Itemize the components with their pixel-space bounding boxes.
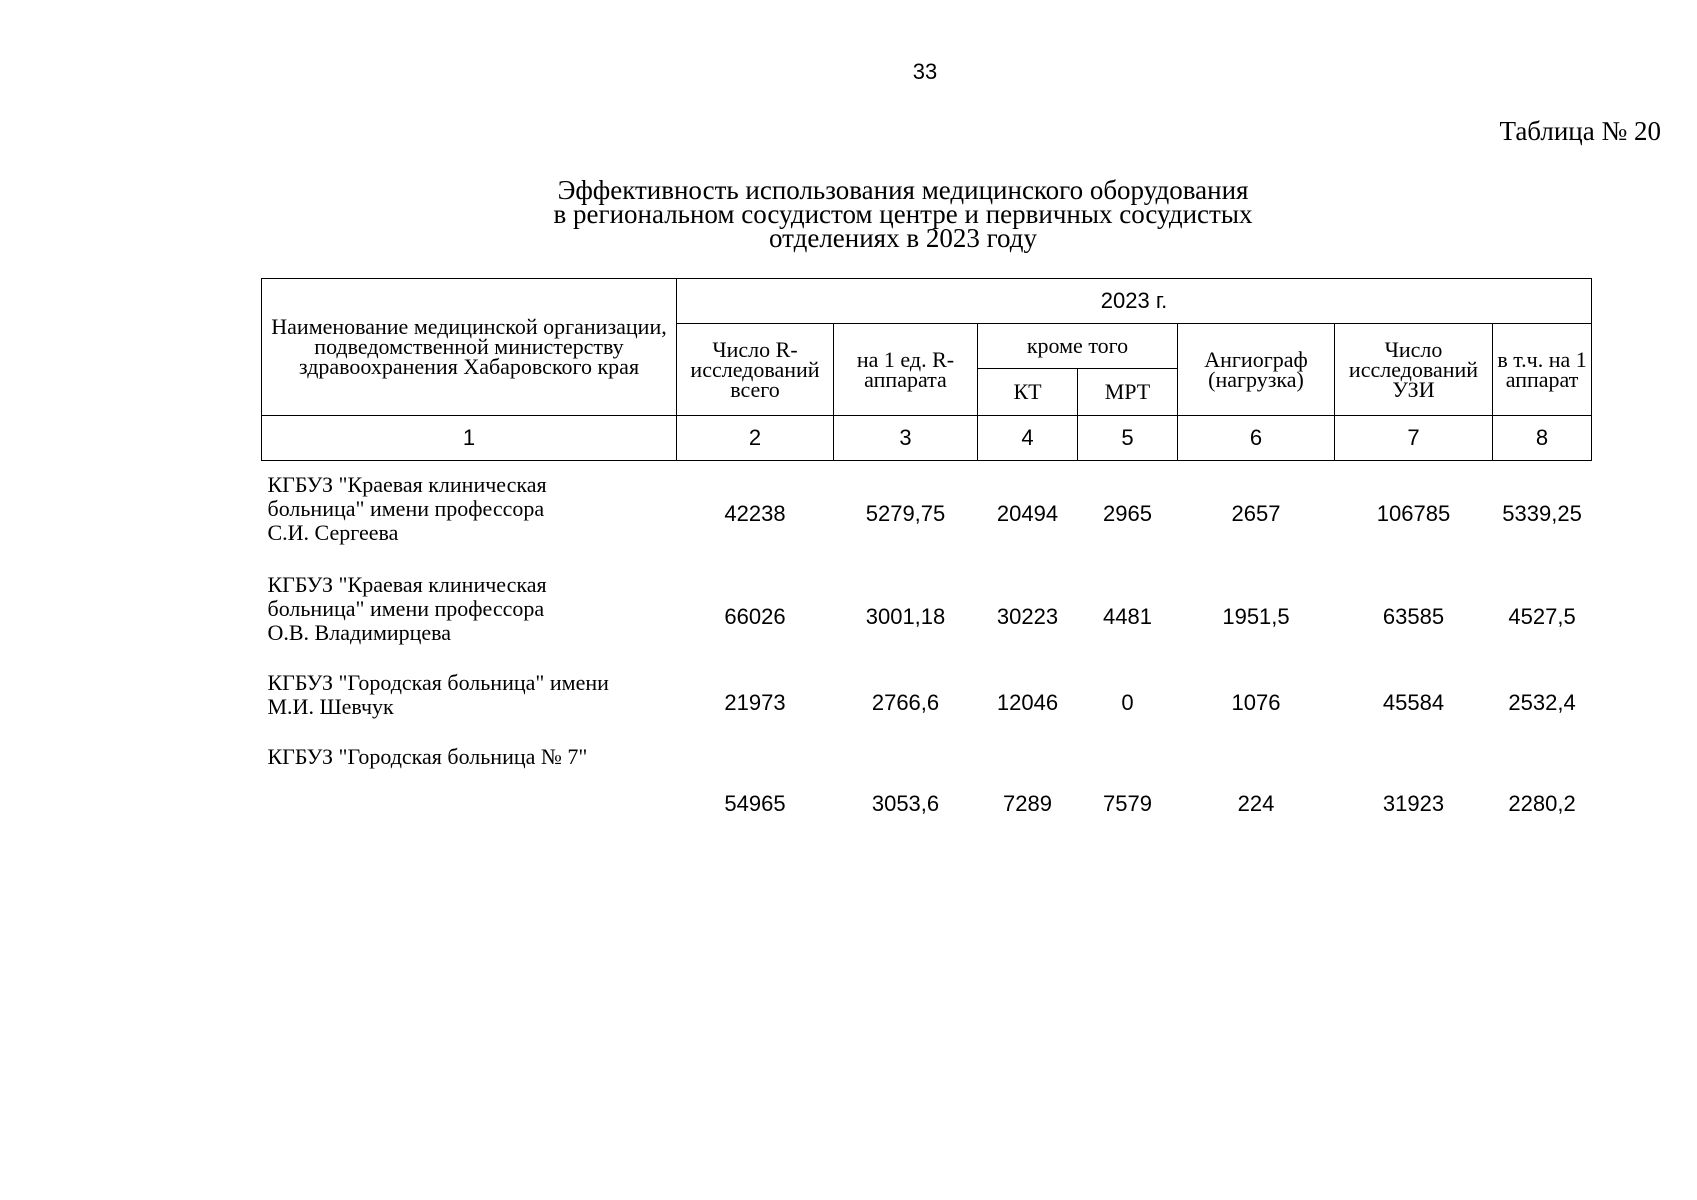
- header-r-studies-total: Число R-исследований всего: [677, 324, 834, 416]
- ultrasound-per-unit-cell: 2280,2: [1508, 791, 1576, 816]
- ultrasound-per-unit-cell: 2532,4: [1508, 690, 1576, 715]
- ct-cell: 12046: [996, 690, 1059, 715]
- mri-cell: 2965: [1103, 501, 1152, 526]
- organization-name: [262, 739, 677, 825]
- column-number: 7: [1335, 416, 1493, 461]
- mri-cell: 4481: [1103, 604, 1152, 629]
- angiograph-cell: 224: [1237, 791, 1275, 816]
- ultrasound-per-unit-cell: 4527,5: [1508, 604, 1576, 629]
- organization-name-line: О.В. Владимирцева: [267, 620, 452, 645]
- title-line: отделениях в 2023 году: [769, 223, 1037, 253]
- organization-name-line: больница" имени профессора: [267, 496, 545, 521]
- column-number: 5: [1078, 416, 1178, 461]
- header-mri: МРТ: [1078, 369, 1178, 416]
- header-ultrasound-per-unit: в т.ч. на 1 аппарат: [1493, 324, 1592, 416]
- column-number: 8: [1493, 416, 1592, 461]
- r-studies-total-cell: 54965: [724, 791, 786, 816]
- ct-cell: 20494: [996, 501, 1059, 526]
- per-r-unit-cell: 3001,18: [865, 604, 946, 629]
- organization-name-line: КГБУЗ "Краевая клиническая: [267, 472, 547, 497]
- header-organization-name: Наименование медицинской организации, подведомственной министерству здравоохранения Хабаровского края: [262, 279, 677, 416]
- title-line: Эффективность использования медицинского оборудования: [557, 175, 1249, 205]
- organization-name-line: больница" имени профессора: [267, 596, 545, 621]
- ct-cell: 30223: [996, 604, 1059, 629]
- organization-name-line: КГБУЗ "Городская больница" имени: [267, 670, 609, 695]
- organization-name: [262, 461, 677, 568]
- header-angiograph: Ангиограф (нагрузка): [1178, 324, 1335, 416]
- organization-name-line: С.И. Сергеева: [267, 520, 399, 545]
- ultrasound-per-unit-cell: 5339,25: [1502, 501, 1582, 526]
- per-r-unit-cell: 5279,75: [865, 501, 946, 526]
- r-studies-total-cell: 42238: [724, 501, 786, 526]
- ultrasound-total-cell: 31923: [1382, 791, 1445, 816]
- angiograph-cell: 1951,5: [1222, 604, 1290, 629]
- r-studies-total-cell: 66026: [724, 604, 786, 629]
- angiograph-cell: 2657: [1231, 501, 1281, 526]
- header-ultrasound-total: Число исследований УЗИ: [1335, 324, 1493, 416]
- ultrasound-total-cell: 63585: [1382, 604, 1445, 629]
- title-line: в региональном сосудистом центре и первичных сосудистых: [553, 199, 1253, 229]
- organization-name: [262, 667, 677, 739]
- header-year: 2023 г.: [677, 279, 1592, 324]
- table-row: [262, 461, 1592, 568]
- organization-name-line: М.И. Шевчук: [267, 694, 394, 719]
- header-per-r-unit: на 1 ед. R-аппарата: [834, 324, 978, 416]
- header-besides: кроме того: [978, 324, 1178, 369]
- per-r-unit-cell: 3053,6: [871, 791, 940, 816]
- page-number: 33: [912, 59, 938, 84]
- mri-cell: 0: [1121, 690, 1134, 715]
- table-label: Таблица № 20: [1499, 116, 1661, 146]
- angiograph-cell: 1076: [1231, 690, 1281, 715]
- r-studies-total-cell: 21973: [724, 690, 786, 715]
- column-number: 6: [1178, 416, 1335, 461]
- column-number: 3: [834, 416, 978, 461]
- organization-name-line: КГБУЗ "Краевая клиническая: [267, 572, 547, 597]
- mri-cell: 7579: [1103, 791, 1152, 816]
- table-row: [262, 667, 1592, 739]
- organization-name-line: КГБУЗ "Городская больница № 7": [267, 744, 588, 769]
- column-number: 1: [262, 416, 677, 461]
- column-number: 4: [978, 416, 1078, 461]
- per-r-unit-cell: 2766,6: [871, 690, 940, 715]
- ct-cell: 7289: [1003, 791, 1052, 816]
- ultrasound-total-cell: 45584: [1382, 690, 1445, 715]
- column-number: 2: [677, 416, 834, 461]
- equipment-efficiency-table: [261, 278, 1592, 825]
- table-row: [262, 567, 1592, 667]
- header-ct: КТ: [978, 369, 1078, 416]
- table-row: [262, 739, 1592, 825]
- ultrasound-total-cell: 106785: [1376, 501, 1451, 526]
- document-title: [543, 175, 1263, 253]
- organization-name: [262, 567, 677, 667]
